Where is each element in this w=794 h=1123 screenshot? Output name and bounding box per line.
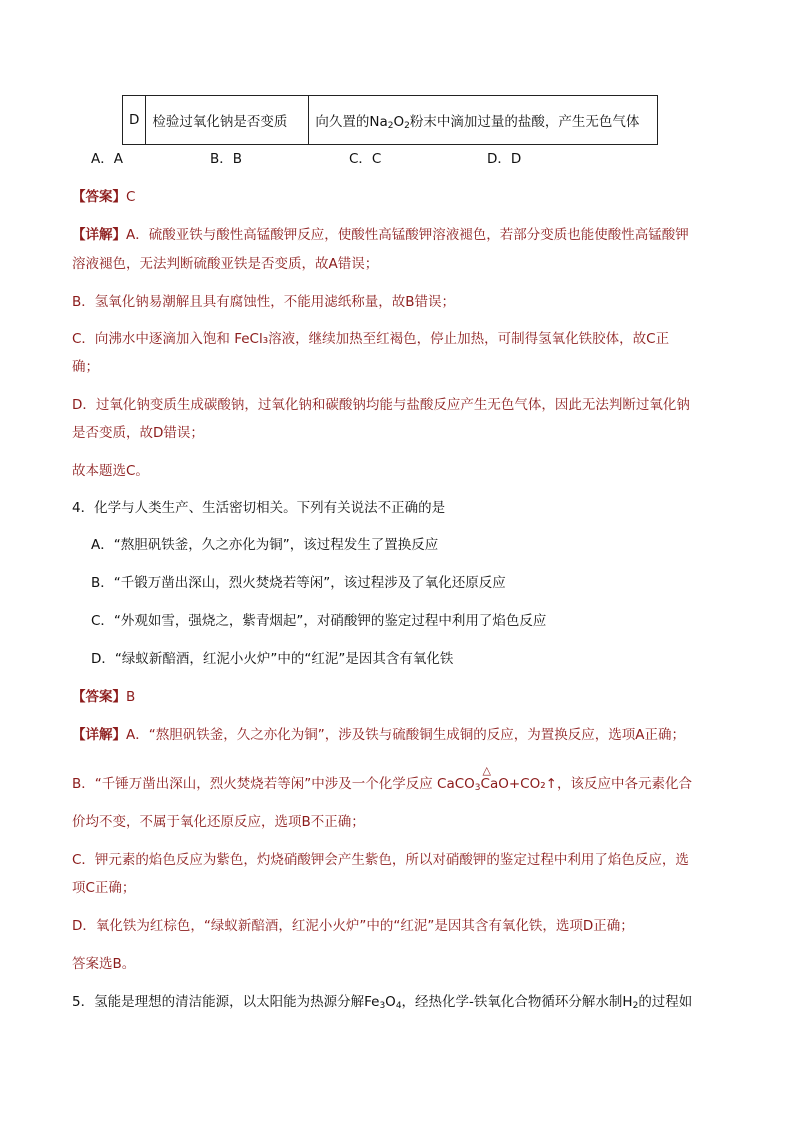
choice-c: C．C (349, 151, 382, 167)
q4-answer: 【答案】B (72, 689, 136, 705)
q4-option-b: B．“千锻万凿出深山，烈火焚烧若等闲”，该过程涉及了氧化还原反应 (91, 575, 506, 591)
q4-detail-line: 【详解】A．“熬胆矾铁釜，久之亦化为铜”，涉及铁与硫酸铜生成铜的反应，为置换反应，选项A正确； (72, 727, 685, 743)
q3-detail-line: D．过氧化钠变质生成碳酸钠，过氧化钠和碳酸钠均能与盐酸反应产生无色气体，因此无法判断过氧化钠 (72, 397, 690, 413)
q3-conclusion: 故本题选C。 (72, 463, 149, 479)
q3-answer: 【答案】C (72, 189, 136, 205)
q3-detail-line: 溶液褪色，无法判断硫酸亚铁是否变质，故A错误； (72, 256, 379, 272)
q3-detail-line: 是否变质，故D错误； (72, 425, 204, 441)
heat-arrow: △ CaO+CO₂↑ (480, 764, 557, 792)
q4-stem: 4．化学与人类生产、生活密切相关。下列有关说法不正确的是 (72, 500, 446, 516)
q4-detail-line: B．“千锤万凿出深山，烈火焚烧若等闲”中涉及一个化学反应 CaCO$_3$ △ CaO+CO₂↑，该反应中各元素化合 (72, 764, 692, 793)
q4-detail-line: 项C正确； (72, 880, 136, 896)
choice-b: B．B (210, 151, 243, 167)
q3-detail-line: 【详解】A．硫酸亚铁与酸性高锰酸钾反应，使酸性高锰酸钾溶液褪色，若部分变质也能使酸性高锰酸钾 (72, 227, 689, 243)
choice-d: D．D (487, 151, 522, 167)
q4-conclusion: 答案选B。 (72, 956, 136, 972)
q3-detail-line: C．向沸水中逐滴加入饱和 FeCl₃溶液，继续加热至红褐色，停止加热，可制得氢氧化铁胶体，故C正 (72, 331, 670, 347)
q4-detail-line: 价均不变，不属于氧化还原反应，选项B不正确； (72, 814, 365, 830)
option-table (122, 95, 658, 145)
table-row (123, 96, 658, 145)
q5-stem: 5．氢能是理想的清洁能源，以太阳能为热源分解$Fe_3O_4$，经热化学-铁氧化合物循环分解水制$H_2$的过程如 (72, 994, 693, 1011)
q4-option-c: C．“外观如雪，强烧之，紫青烟起”，对硝酸钾的鉴定过程中利用了焰色反应 (91, 613, 547, 629)
q3-detail-line: B．氢氧化钠易潮解且具有腐蚀性，不能用滤纸称量，故B错误； (72, 294, 456, 310)
q4-option-a: A．“熬胆矾铁釜，久之亦化为铜”，该过程发生了置换反应 (91, 537, 439, 553)
q4-detail-line: D．氧化铁为红棕色，“绿蚁新醅酒，红泥小火炉”中的“红泥”是因其含有氧化铁，选项D正确； (72, 918, 634, 934)
option-letter-cell: D (123, 96, 146, 145)
q4-detail-line: C．钾元素的焰色反应为紫色，灼烧硝酸钾会产生紫色，所以对硝酸钾的鉴定过程中利用了焰色反应，选 (72, 852, 689, 868)
choice-a: A．A (91, 151, 123, 167)
q3-detail-line: 确； (72, 359, 99, 375)
purpose-cell: 检验过氧化钠是否变质 (146, 96, 309, 145)
operation-cell: 向久置的$Na_2O_2$粉末中滴加过量的盐酸，产生无色气体 (309, 96, 658, 145)
q4-option-d: D．“绿蚁新醅酒，红泥小火炉”中的“红泥”是因其含有氧化铁 (91, 651, 454, 667)
